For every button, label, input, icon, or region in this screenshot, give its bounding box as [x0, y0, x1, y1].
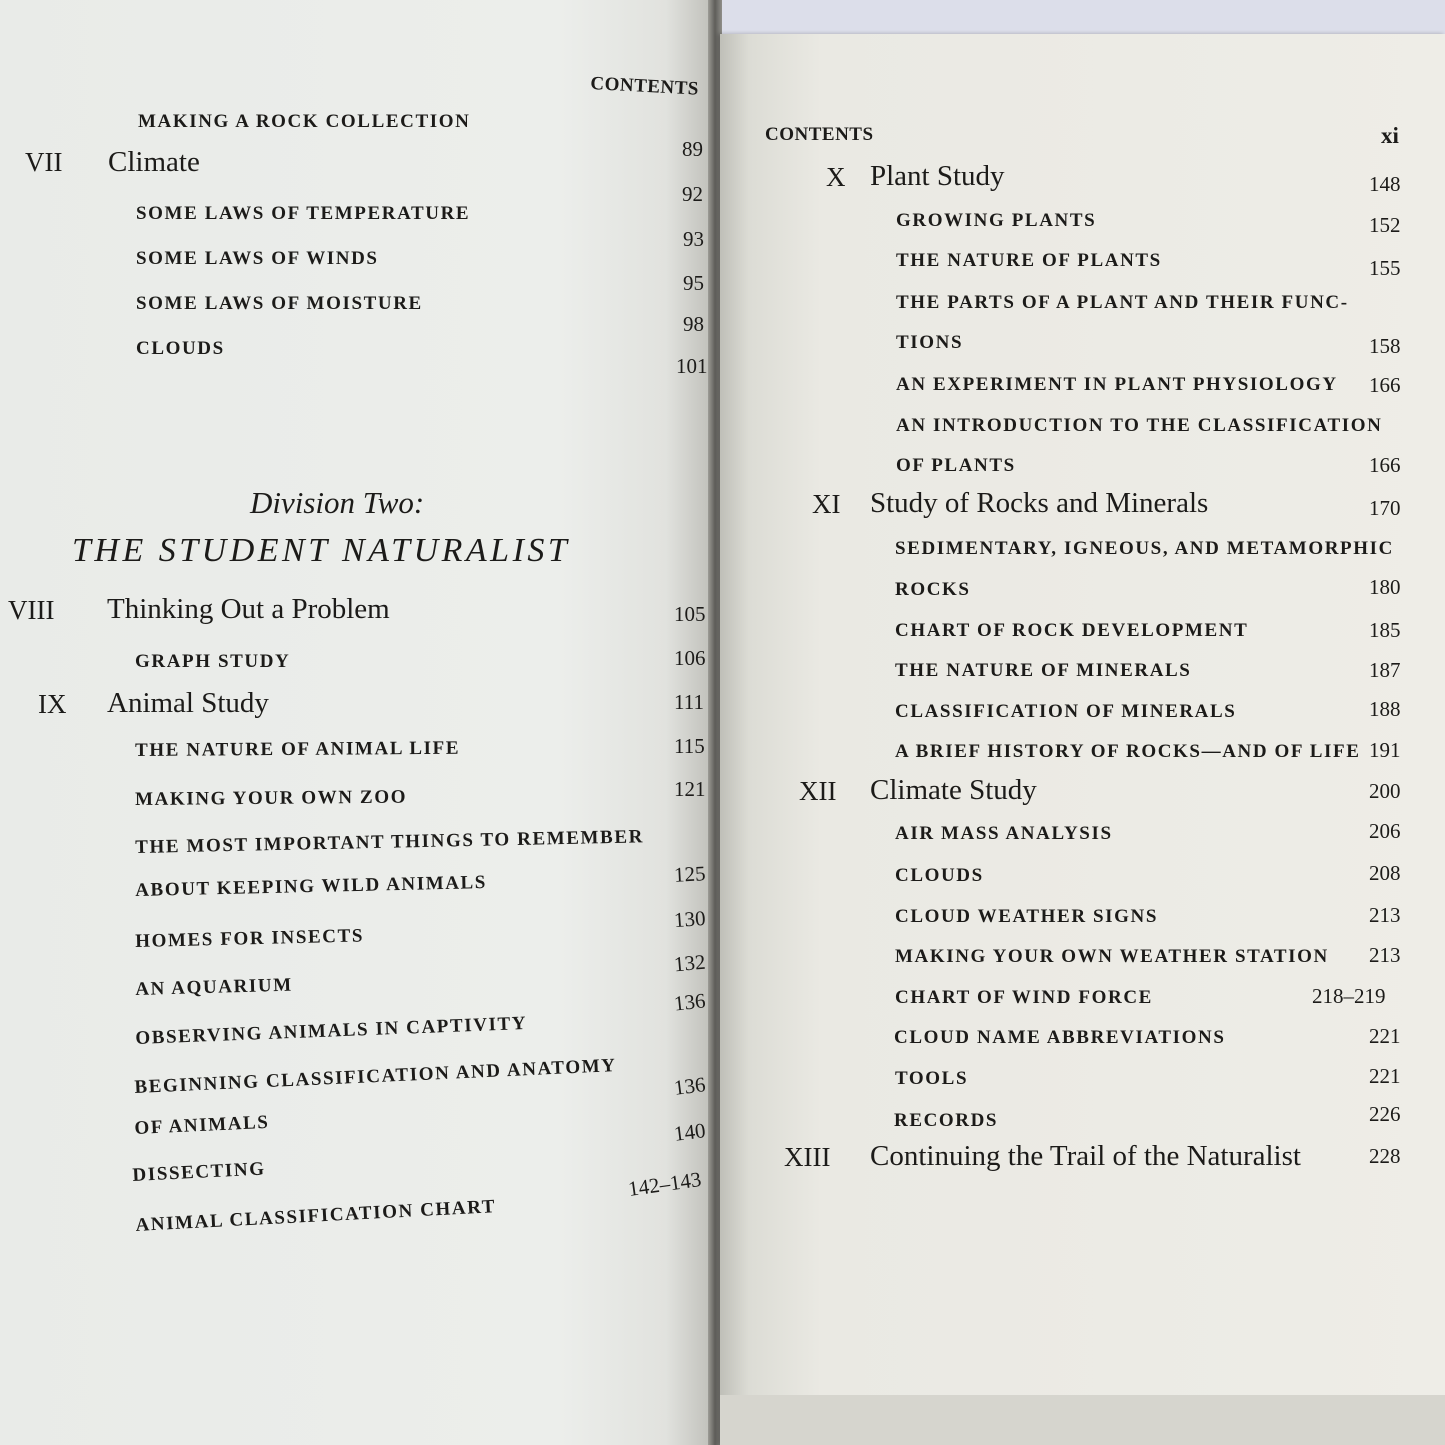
- entry-title: HOMES FOR INSECTS: [135, 925, 365, 952]
- entry-page: 136: [672, 988, 707, 1016]
- entry-title: CHART OF WIND FORCE: [895, 987, 1153, 1008]
- entry-title: SOME LAWS OF MOISTURE: [136, 293, 423, 314]
- entry-title: AN EXPERIMENT IN PLANT PHYSIOLOGY: [896, 374, 1338, 395]
- chapter-number: XI: [812, 489, 841, 519]
- entry-title: DISSECTING: [132, 1158, 267, 1186]
- folio: xi: [1381, 123, 1399, 148]
- chapter-page: 111: [674, 690, 704, 714]
- entry-title: ABOUT KEEPING WILD ANIMALS: [135, 872, 488, 901]
- entry-title: OF PLANTS: [896, 455, 1016, 476]
- entry-page: 166: [1369, 453, 1401, 477]
- entry-page: 218–219: [1312, 984, 1386, 1008]
- entry-page: 206: [1369, 819, 1401, 843]
- entry-title: TOOLS: [895, 1068, 969, 1089]
- entry-page: 166: [1369, 373, 1401, 397]
- entry-page: 213: [1369, 903, 1401, 927]
- entry-page: 125: [673, 861, 707, 887]
- entry-title: THE NATURE OF PLANTS: [896, 250, 1162, 271]
- entry-title: CLASSIFICATION OF MINERALS: [895, 701, 1237, 722]
- entry-page: 106: [674, 646, 706, 670]
- entry-title: SOME LAWS OF TEMPERATURE: [136, 203, 471, 224]
- entry-page: 140: [672, 1118, 707, 1146]
- entry-title: GRAPH STUDY: [135, 651, 291, 672]
- background-strip: [716, 0, 1445, 36]
- chapter-page: 170: [1369, 496, 1401, 520]
- chapter-title: Study of Rocks and Minerals: [870, 487, 1209, 519]
- division-subtitle: THE STUDENT NATURALIST: [72, 532, 571, 569]
- entry-title: MAKING YOUR OWN ZOO: [135, 786, 408, 810]
- chapter-title: Climate: [108, 146, 200, 178]
- entry-page: 180: [1369, 575, 1401, 599]
- entry-page: 121: [674, 777, 706, 801]
- entry-page: 89: [682, 137, 703, 161]
- entry-title: MAKING A ROCK COLLECTION: [138, 111, 471, 132]
- entry-title: BEGINNING CLASSIFICATION AND ANATOMY: [134, 1055, 617, 1098]
- left-running-head: CONTENTS: [589, 73, 700, 100]
- chapter-page: 92: [682, 182, 703, 206]
- entry-title: AIR MASS ANALYSIS: [895, 823, 1113, 844]
- chapter-title: Continuing the Trail of the Naturalist: [870, 1140, 1301, 1172]
- entry-title: AN INTRODUCTION TO THE CLASSIFICATION: [896, 415, 1383, 436]
- entry-page: 191: [1369, 738, 1401, 762]
- entry-title: RECORDS: [894, 1110, 999, 1131]
- entry-title: AN AQUARIUM: [135, 974, 293, 1000]
- entry-title: SEDIMENTARY, IGNEOUS, AND METAMORPHIC: [895, 538, 1394, 559]
- entry-page: 93: [683, 227, 704, 251]
- chapter-title: Animal Study: [107, 687, 269, 719]
- entry-page: 152: [1369, 213, 1401, 237]
- entry-title: SOME LAWS OF WINDS: [136, 248, 379, 269]
- chapter-number: VII: [25, 147, 63, 177]
- page-stack-edge: [720, 1395, 1445, 1445]
- entry-page: 185: [1369, 618, 1401, 642]
- entry-page: 98: [683, 312, 704, 336]
- entry-page: 115: [674, 734, 705, 758]
- entry-title: CLOUD NAME ABBREVIATIONS: [894, 1027, 1226, 1048]
- chapter-page: 148: [1369, 172, 1401, 196]
- right-running-head: CONTENTS: [765, 124, 874, 145]
- entry-title: TIONS: [896, 332, 964, 353]
- chapter-title: Plant Study: [870, 160, 1005, 192]
- entry-page: 221: [1369, 1024, 1401, 1048]
- entry-title: CLOUDS: [895, 865, 984, 886]
- entry-title: MAKING YOUR OWN WEATHER STATION: [895, 946, 1329, 967]
- entry-title: CLOUDS: [136, 338, 225, 359]
- entry-title: THE NATURE OF MINERALS: [895, 660, 1192, 681]
- chapter-number: VIII: [8, 595, 55, 625]
- division-title: Division Two:: [250, 485, 425, 520]
- chapter-title: Climate Study: [870, 774, 1037, 806]
- entry-page: 226: [1369, 1102, 1401, 1126]
- right-page: [720, 34, 1445, 1445]
- chapter-number: IX: [38, 689, 67, 719]
- entry-page: 155: [1369, 256, 1401, 280]
- chapter-page: 105: [674, 602, 706, 626]
- entry-page: 208: [1369, 861, 1401, 885]
- entry-page: 188: [1369, 697, 1401, 721]
- entry-title: THE MOST IMPORTANT THINGS TO REMEMBER: [135, 826, 645, 858]
- entry-title: OBSERVING ANIMALS IN CAPTIVITY: [135, 1012, 528, 1049]
- entry-page: 158: [1369, 334, 1401, 358]
- entry-title: CHART OF ROCK DEVELOPMENT: [895, 620, 1249, 641]
- entry-title: ANIMAL CLASSIFICATION CHART: [135, 1196, 497, 1236]
- entry-page: 132: [672, 949, 707, 977]
- entry-page: 130: [673, 905, 707, 933]
- left-page: [0, 0, 716, 1445]
- entry-page: 187: [1369, 658, 1401, 682]
- chapter-number: X: [826, 162, 846, 192]
- entry-title: THE NATURE OF ANIMAL LIFE: [135, 737, 461, 761]
- entry-title: THE PARTS OF A PLANT AND THEIR FUNC-: [896, 292, 1349, 313]
- entry-page: 221: [1369, 1064, 1401, 1088]
- entry-title: OF ANIMALS: [134, 1111, 270, 1139]
- entry-page: 101: [676, 354, 708, 378]
- entry-page: 142–143: [626, 1167, 703, 1202]
- chapter-title: Thinking Out a Problem: [107, 593, 390, 625]
- entry-page: 136: [672, 1072, 707, 1100]
- entry-page: 95: [683, 271, 704, 295]
- chapter-page: 200: [1369, 779, 1401, 803]
- chapter-page: 228: [1369, 1144, 1401, 1168]
- entry-title: CLOUD WEATHER SIGNS: [895, 906, 1159, 927]
- entry-title: A BRIEF HISTORY OF ROCKS—AND OF LIFE: [895, 741, 1361, 762]
- entry-page: 213: [1369, 943, 1401, 967]
- entry-title: ROCKS: [895, 579, 971, 600]
- entry-title: GROWING PLANTS: [896, 210, 1097, 231]
- chapter-number: XII: [799, 776, 837, 806]
- chapter-number: XIII: [784, 1142, 831, 1172]
